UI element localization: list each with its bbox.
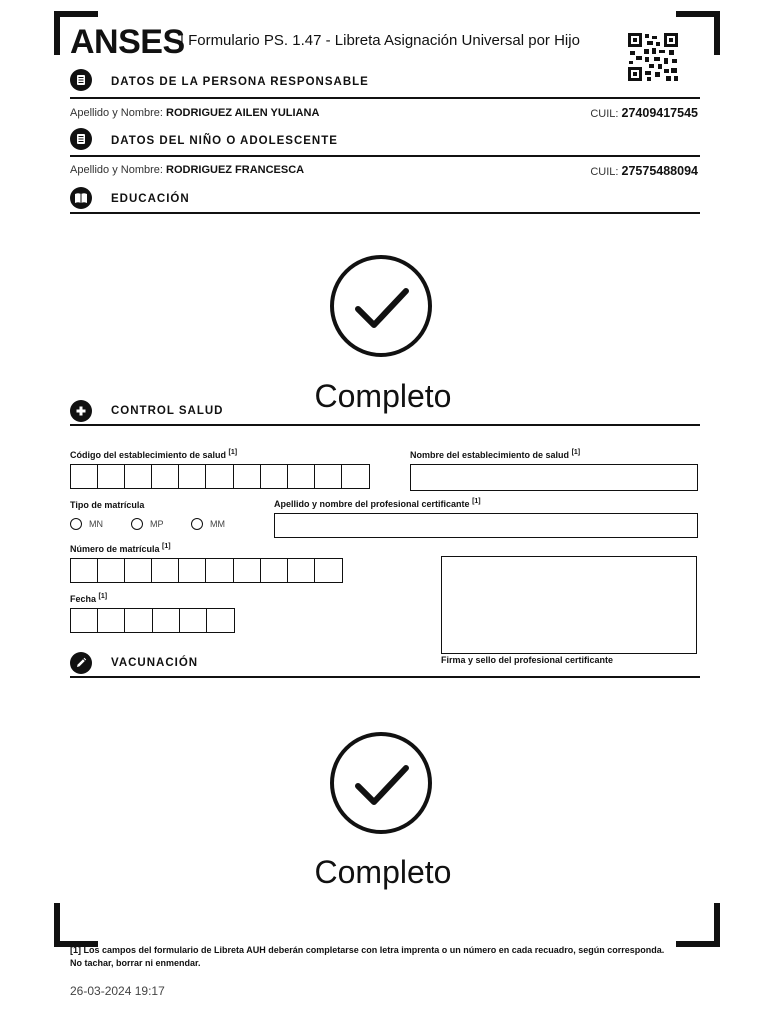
profesional-input[interactable]: [274, 513, 698, 538]
corner-bracket-bottom-right: [676, 903, 720, 947]
codigo-establecimiento-label-text: Código del establecimiento de salud: [70, 450, 227, 460]
radio-mm[interactable]: [191, 518, 225, 530]
firma-sello-label: Firma y sello del profesional certificante: [441, 655, 614, 665]
checkmark-icon: [330, 255, 432, 357]
numero-matricula-input[interactable]: [70, 558, 343, 583]
nino-cuil-value: 27575488094: [621, 164, 698, 178]
codigo-establecimiento-input[interactable]: [70, 464, 370, 489]
radio-mp[interactable]: [131, 518, 164, 530]
fecha-input[interactable]: [70, 608, 235, 633]
footnote-ref: [1]: [472, 498, 481, 505]
responsable-name-row: [70, 107, 319, 119]
timestamp: 26-03-2024 19:17: [70, 984, 165, 998]
numero-matricula-label-text: Número de matrícula: [70, 544, 160, 554]
document-icon: [70, 128, 92, 150]
anses-logo: ANSES: [70, 23, 185, 61]
checkmark-icon: [330, 732, 432, 834]
document-icon: [70, 69, 92, 91]
radio-circle-icon: [70, 518, 82, 530]
qr-code-icon: [628, 33, 678, 81]
pencil-icon: [70, 652, 92, 674]
responsable-cuil-value: 27409417545: [621, 106, 698, 120]
profesional-label-text: Apellido y nombre del profesional certificante: [274, 499, 470, 509]
corner-bracket-top-right: [676, 11, 720, 55]
numero-matricula-label: [70, 543, 171, 554]
section-title-responsable: DATOS DE LA PERSONA RESPONSABLE: [111, 76, 369, 88]
responsable-name-label: Apellido y Nombre:: [70, 107, 163, 119]
section-title-educacion: EDUCACIÓN: [111, 193, 190, 205]
footnote-ref: [1]: [98, 593, 108, 600]
nino-name-value: RODRIGUEZ FRANCESCA: [166, 164, 305, 176]
footnote: [70, 944, 700, 970]
vacunacion-status: Completo: [314, 854, 452, 890]
radio-mm-label: MM: [210, 519, 225, 529]
radio-circle-icon: [191, 518, 203, 530]
nino-cuil: [590, 164, 698, 178]
radio-mn[interactable]: [70, 518, 103, 530]
book-icon: [70, 187, 92, 209]
nombre-establecimiento-input[interactable]: [410, 464, 698, 491]
profesional-label: [274, 498, 481, 509]
footnote-ref: [1]: [571, 449, 581, 456]
section-title-control-salud: CONTROL SALUD: [111, 405, 224, 417]
radio-circle-icon: [131, 518, 143, 530]
section-rule: [70, 212, 700, 214]
radio-mp-label: MP: [150, 519, 164, 529]
responsable-cuil-label: CUIL:: [590, 108, 619, 120]
nombre-establecimiento-label: [410, 449, 580, 460]
responsable-cuil: [590, 106, 698, 120]
firma-sello-box[interactable]: [441, 556, 697, 654]
section-rule: [70, 424, 700, 426]
section-rule: [70, 97, 700, 99]
responsable-name-value: RODRIGUEZ AILEN YULIANA: [166, 107, 320, 119]
corner-bracket-bottom-left: [54, 903, 98, 947]
radio-mn-label: MN: [89, 519, 103, 529]
footnote-line1: Los campos del formulario de Libreta AUH deberán completarse con letra imprenta o un número en cada recuadro, según corresponda.: [81, 945, 665, 955]
fecha-label: [70, 593, 107, 604]
footnote-ref: [1]: [228, 449, 238, 456]
footnote-line2: No tachar, borrar ni enmendar.: [70, 958, 201, 968]
nombre-establecimiento-label-text: Nombre del establecimiento de salud: [410, 450, 570, 460]
section-title-nino: DATOS DEL NIÑO O ADOLESCENTE: [111, 135, 338, 147]
nino-name-row: [70, 164, 304, 176]
section-rule: [70, 676, 700, 678]
section-rule: [70, 155, 700, 157]
form-title: | Formulario PS. 1.47 - Libreta Asignación Universal por Hijo: [180, 32, 580, 49]
tipo-matricula-label: Tipo de matrícula: [70, 500, 145, 510]
section-title-vacunacion: VACUNACIÓN: [111, 657, 199, 669]
educacion-status: Completo: [314, 378, 452, 414]
footnote-ref: [1]: [162, 543, 171, 550]
nino-cuil-label: CUIL:: [590, 166, 619, 178]
codigo-establecimiento-label: [70, 449, 237, 460]
plus-icon: [70, 400, 92, 422]
fecha-label-text: Fecha: [70, 594, 97, 604]
footnote-ref: [1]: [70, 945, 81, 955]
nino-name-label: Apellido y Nombre:: [70, 164, 163, 176]
